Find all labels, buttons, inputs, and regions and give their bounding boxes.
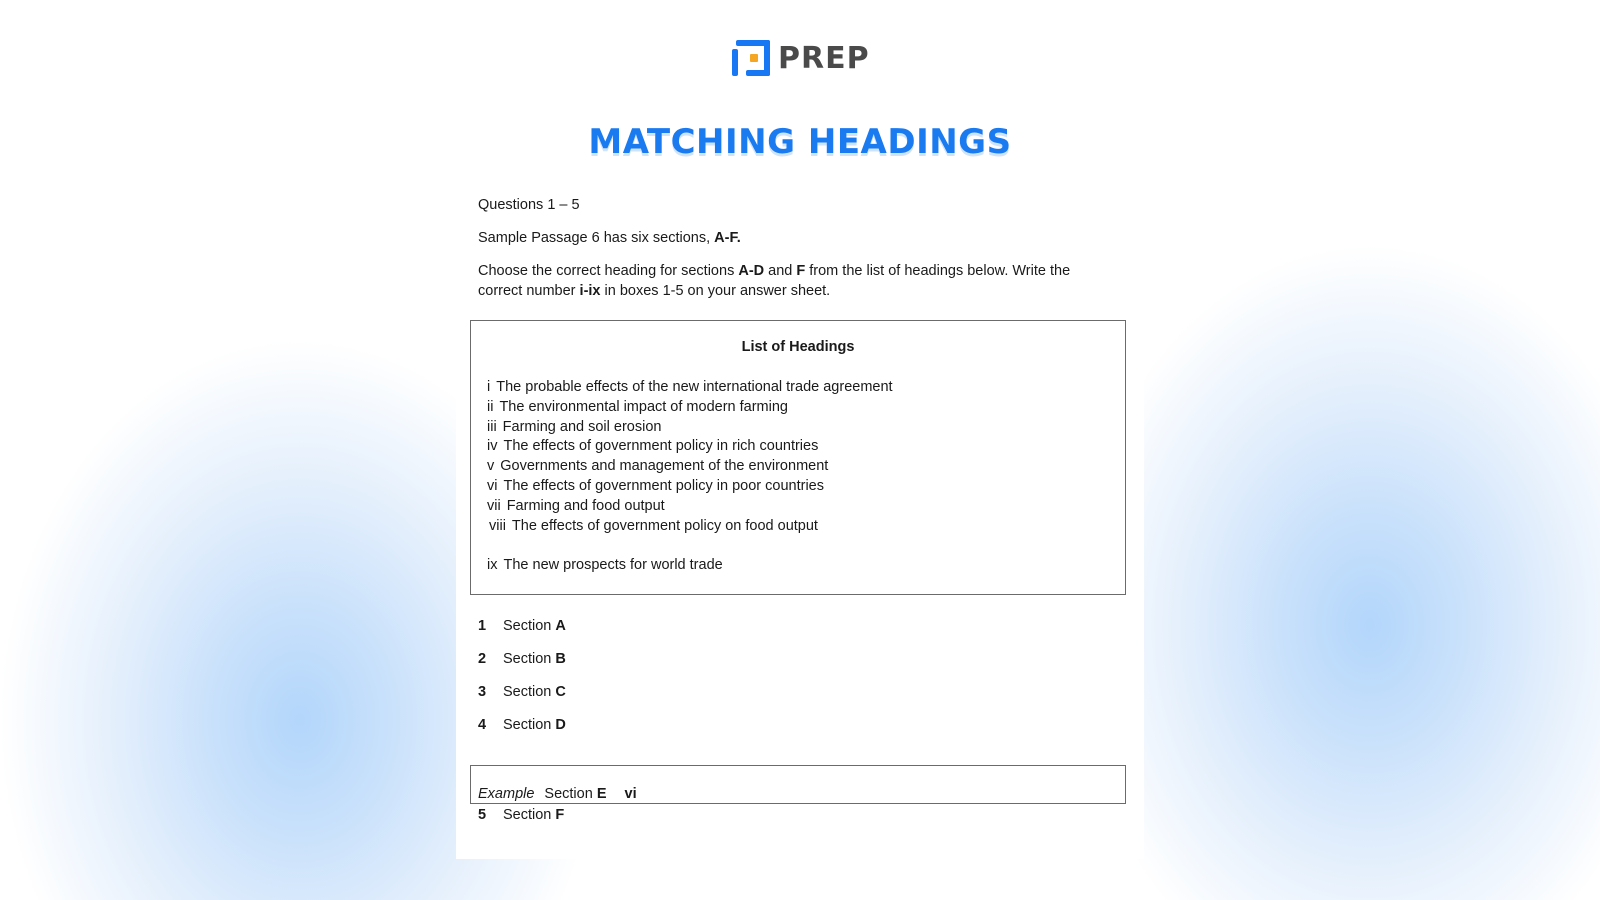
document-card [456, 185, 1144, 859]
heading-item: vi The effects of government policy in poor countries [487, 477, 824, 494]
heading-item: ix The new prospects for world trade [487, 557, 723, 574]
heading-item: viii The effects of government policy on food output [489, 517, 818, 534]
question-4: 4 Section D [478, 717, 566, 733]
heading-item: iv The effects of government policy in rich countries [487, 438, 819, 455]
heading-item: vii Farming and food output [487, 497, 665, 514]
questions-label: Questions 1 – 5 [478, 197, 580, 213]
question-3: 3 Section C [478, 684, 566, 700]
list-of-headings-box [470, 320, 1126, 595]
question-2: 2 Section B [478, 651, 566, 667]
logo-text: PREP [778, 40, 870, 76]
question-1: 1 Section A [478, 618, 566, 634]
intro-text: Sample Passage 6 has six sections, A-F. [478, 230, 741, 246]
example-box [470, 765, 1126, 804]
heading-item: i The probable effects of the new international trade agreement [487, 379, 893, 395]
prep-logo-icon [732, 38, 772, 78]
example-line: Example Section E vi [478, 786, 637, 802]
list-of-headings-title: List of Headings [741, 339, 855, 355]
heading-item: v Governments and management of the environment [487, 458, 829, 475]
heading-item: ii The environmental impact of modern farming [487, 398, 788, 415]
prep-logo [732, 38, 870, 78]
headings-list [487, 378, 893, 576]
instruction-text: Choose the correct heading for sections A-D and F from the list of headings below. Write the correct number i-ix in boxes 1-5 on your answer sheet. [478, 263, 1071, 299]
heading-item: iii Farming and soil erosion [487, 418, 662, 435]
page-title: MATCHING HEADINGS [588, 122, 1012, 162]
question-5: 5 Section F [478, 807, 565, 823]
